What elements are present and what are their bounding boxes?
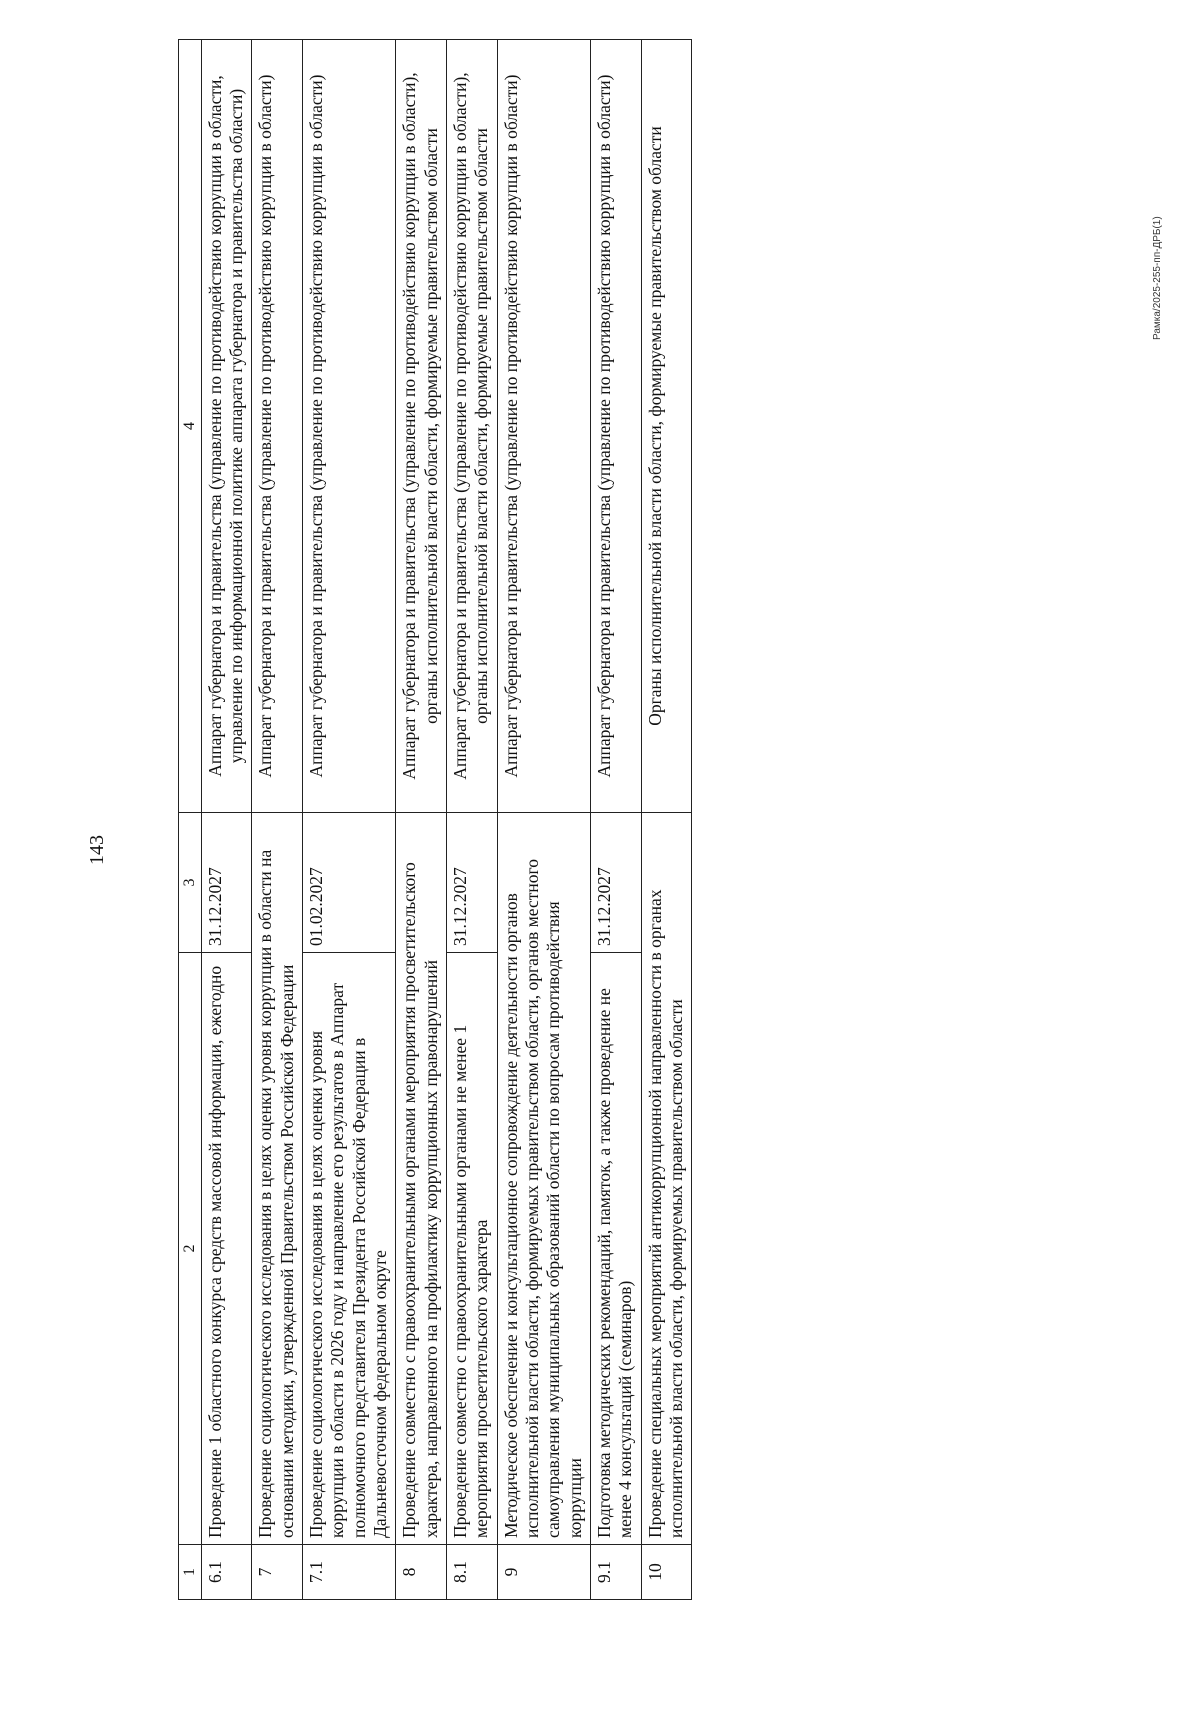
row-deadline: 31.12.2027: [446, 813, 497, 953]
row-activity: Методическое обеспечение и консультационное сопровождение деятельности органов исполнительной власти области, формируемых правительством области, органов местного самоуправления муниципальных образований области по вопросам противодействия коррупции: [497, 813, 590, 1545]
action-plan-table: [178, 39, 692, 1600]
row-deadline: 31.12.2027: [591, 813, 642, 953]
table-row: [641, 40, 692, 1600]
row-activity: Проведение специальных мероприятий антикоррупционной направленности в органах исполнительной власти области, формируемых правительством области: [641, 813, 692, 1545]
table-body: [201, 40, 692, 1600]
row-number: 9.1: [591, 1545, 642, 1600]
row-responsible: Аппарат губернатора и правительства (управление по противодействию коррупции в области), органы исполнительной власти области, формируемые правительством области: [446, 40, 497, 813]
rotated-table-container: [178, 40, 1083, 1600]
row-activity: Проведение совместно с правоохранительными органами не менее 1 мероприятия просветительского характера: [446, 953, 497, 1545]
header-col-3: 3: [179, 813, 202, 953]
row-responsible: Аппарат губернатора и правительства (управление по противодействию коррупции в области): [302, 40, 395, 813]
row-responsible: Аппарат губернатора и правительства (управление по противодействию коррупции в области): [497, 40, 590, 813]
row-responsible: Аппарат губернатора и правительства (управление по противодействию коррупции в области): [591, 40, 642, 813]
table-row: [497, 40, 590, 1600]
row-activity: Проведение совместно с правоохранительными органами мероприятия просветительского характера, направленного на профилактику коррупционных правонарушений: [396, 813, 447, 1545]
table-row: [302, 40, 395, 1600]
table-row: [252, 40, 303, 1600]
row-deadline: 31.12.2027: [201, 813, 252, 953]
table-header-row: [179, 40, 202, 1600]
row-number: 7.1: [302, 1545, 395, 1600]
row-number: 9: [497, 1545, 590, 1600]
table-row: [591, 40, 642, 1600]
row-number: 8: [396, 1545, 447, 1600]
row-number: 7: [252, 1545, 303, 1600]
document-footer-code: Рамка/2025-255-пп-ДРБ(1): [1152, 216, 1163, 340]
row-deadline: 01.02.2027: [302, 813, 395, 953]
row-number: 8.1: [446, 1545, 497, 1600]
row-activity: Подготовка методических рекомендаций, памяток, а также проведение не менее 4 консультаций (семинаров): [591, 953, 642, 1545]
header-col-4: 4: [179, 40, 202, 813]
table-row: [396, 40, 447, 1600]
row-activity: Проведение социологического исследования в целях оценки уровня коррупции в области на основании методики, утвержденной Правительством Российской Федерации: [252, 813, 303, 1545]
table-row: [446, 40, 497, 1600]
row-activity: Проведение 1 областного конкурса средств массовой информации, ежегодно: [201, 953, 252, 1545]
row-responsible: Аппарат губернатора и правительства (управление по противодействию коррупции в области), органы исполнительной власти области, формируемые правительством области: [396, 40, 447, 813]
row-activity: Проведение социологического исследования в целях оценки уровня коррупции в области в 2026 году и направление его результатов в Аппарат полномочного представителя Президента Российской Федерации в Дальневосточном федеральном округе: [302, 953, 395, 1545]
header-col-1: 1: [179, 1545, 202, 1600]
page-number: 143: [86, 835, 108, 865]
row-responsible: Аппарат губернатора и правительства (управление по противодействию коррупции в области): [252, 40, 303, 813]
row-responsible: Органы исполнительной власти области, формируемые правительством области: [641, 40, 692, 813]
row-number: 6.1: [201, 1545, 252, 1600]
row-responsible: Аппарат губернатора и правительства (управление по противодействию коррупции в области, управление по информационной политике аппарата губернатора и правительства области): [201, 40, 252, 813]
header-col-2: 2: [179, 953, 202, 1545]
row-number: 10: [641, 1545, 692, 1600]
table-row: [201, 40, 252, 1600]
